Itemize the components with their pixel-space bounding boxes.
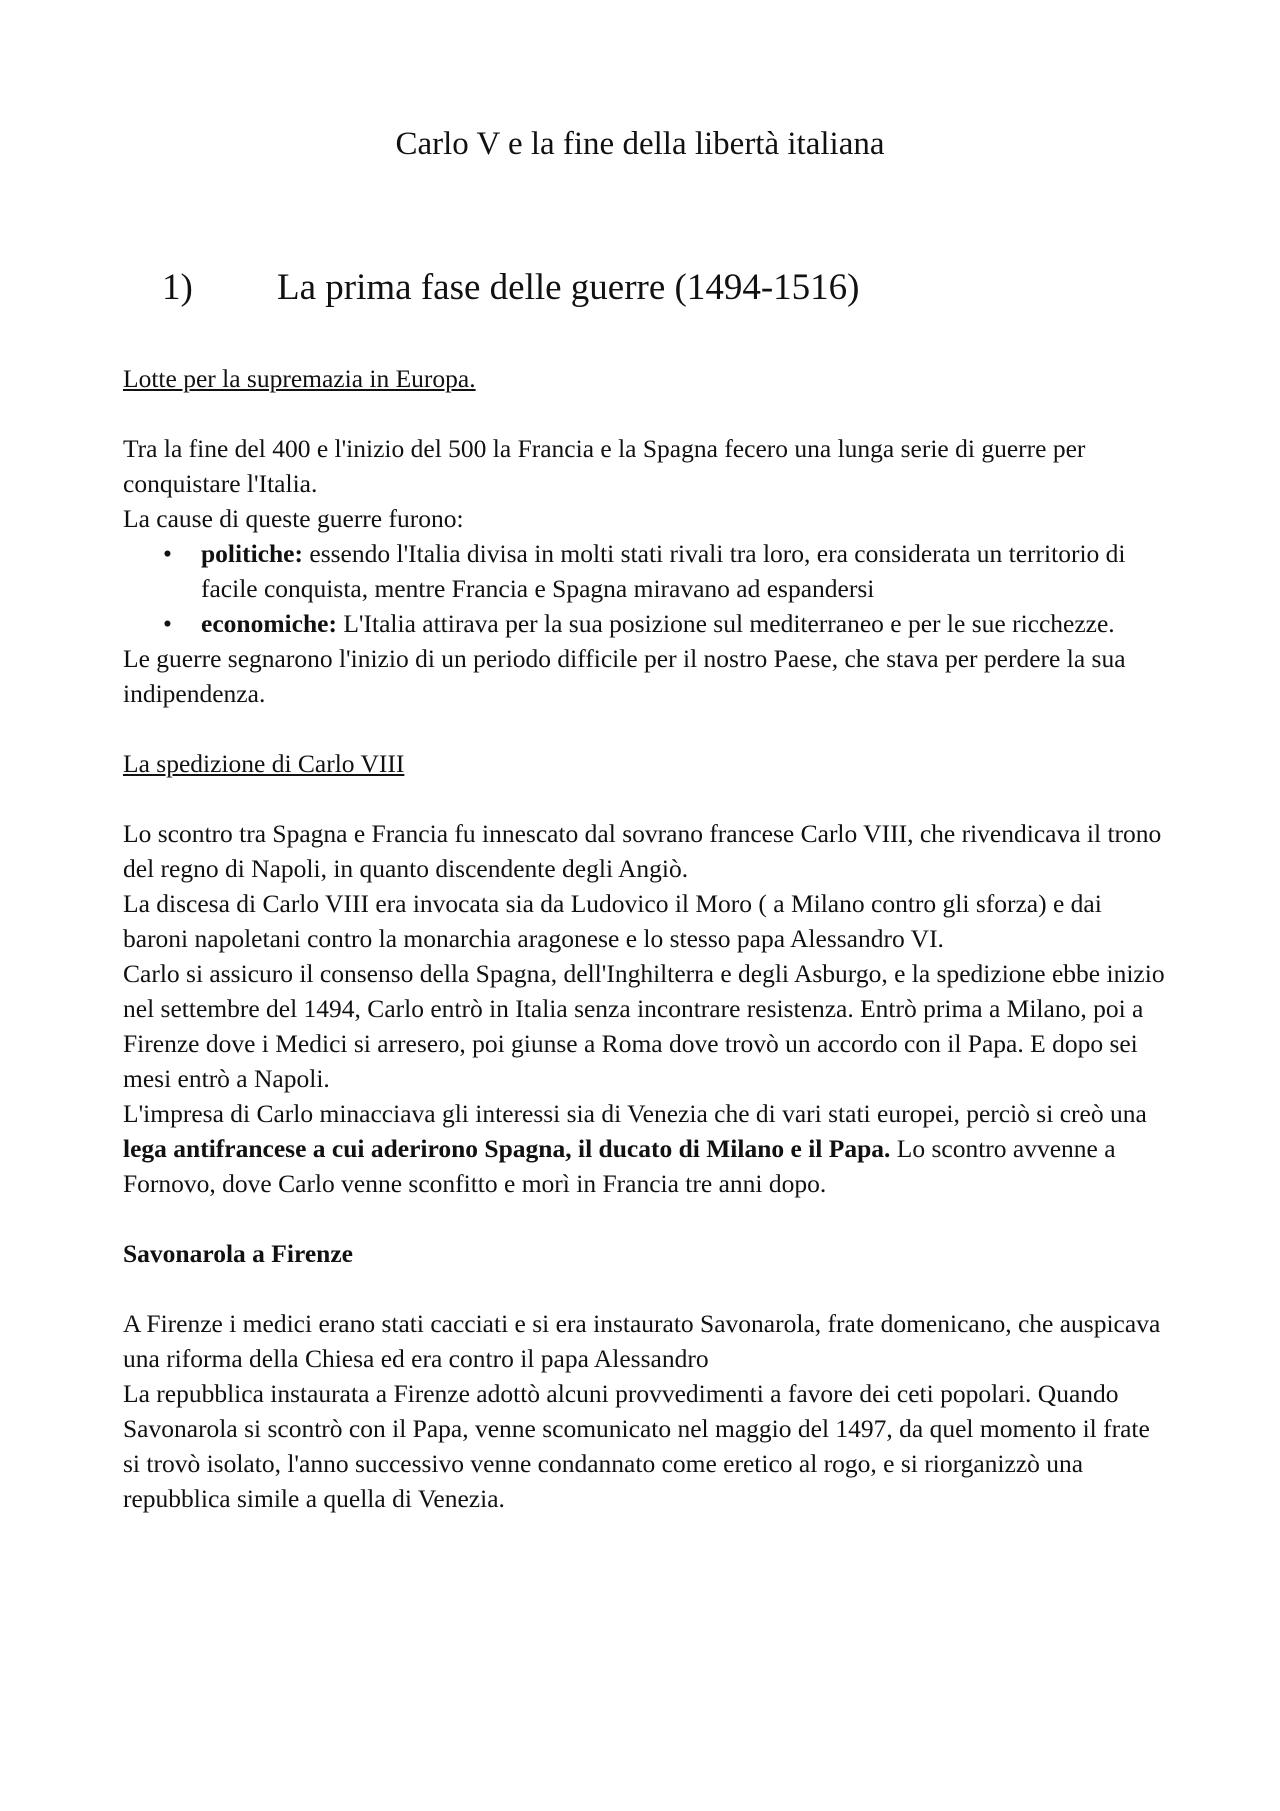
list-item-label: economiche: [201, 609, 337, 638]
document-title: Carlo V e la fine della libertà italiana [395, 126, 885, 162]
list-item-label: politiche: [201, 539, 303, 568]
bullet-icon: • [163, 609, 172, 638]
paragraph-savonarola-1: A Firenze i medici erano stati cacciati e si era instaurato Savonarola, frate domenicano, che auspicava una riforma della Chiesa ed era contro il papa Alessandro [123, 1309, 1161, 1373]
subsection-heading-savonarola [123, 1236, 1173, 1271]
paragraph-carlo-4-end: Lo scontro avvenne a Fornovo, dove Carlo venne sconfitto e morì in Francia tre anni dopo. [123, 1134, 1116, 1198]
paragraph-carlo-3: Carlo si assicuro il consenso della Spagna, dell'Inghilterra e degli Asburgo, e la spedizione ebbe inizio nel settembre del 1494, Carlo entrò in Italia senza incontrare resistenza. Entrò prima a Milano, poi a Firenze dove i Medici si arresero, poi giunse a Roma dove trovò un accordo con il Papa. E dopo sei mesi entrò a Napoli. [123, 959, 1165, 1093]
causes-list [123, 536, 1173, 641]
paragraph-intro: Tra la fine del 400 e l'inizio del 500 la Francia e la Spagna fecero una lunga serie di guerre per conquistare l'Italia. [123, 434, 1086, 498]
paragraph-savonarola-2: La repubblica instaurata a Firenze adottò alcuni provvedimenti a favore dei ceti popolari. Quando Savonarola si scontrò con il Papa, venne scomunicato nel maggio del 1497, da quel momento il frate si trovò isolato, l'anno successivo venne condannato come eretico al rogo, e si riorganizzò una repubblica simile a quella di Venezia. [123, 1379, 1150, 1513]
paragraph-carlo-4-start: L'impresa di Carlo minacciava gli interessi sia di Venezia che di vari stati europei, perciò si creò una [123, 1099, 1147, 1128]
paragraph-carlo-4 [123, 1096, 1173, 1201]
section-title: La prima fase delle guerre (1494-1516) [277, 267, 860, 308]
list-item-text: L'Italia attirava per la sua posizione sul mediterraneo e per le sue ricchezze. [336, 609, 1115, 638]
paragraph-carlo-2: La discesa di Carlo VIII era invocata sia da Ludovico il Moro ( a Milano contro gli sforza) e dai baroni napoletani contro la monarchia aragonese e lo stesso papa Alessandro VI. [123, 889, 1102, 953]
list-item [163, 536, 1173, 606]
subsection-heading-lotte: Lotte per la supremazia in Europa. [123, 364, 476, 393]
section-heading [162, 266, 860, 310]
paragraph-carlo-4-bold: lega antifrancese a cui aderirono Spagna, il ducato di Milano e il Papa. [123, 1134, 891, 1163]
section-number: 1) [162, 267, 193, 308]
bullet-icon: • [163, 539, 172, 568]
list-item-text: essendo l'Italia divisa in molti stati rivali tra loro, era considerata un territorio di facile conquista, mentre Francia e Spagna miravano ad espandersi [201, 539, 1126, 603]
document-body [123, 361, 1173, 1516]
list-item [163, 606, 1173, 641]
subsection-heading-savonarola-text: Savonarola a Firenze [123, 1239, 353, 1268]
subsection-heading-carlo: La spedizione di Carlo VIII [123, 749, 405, 778]
paragraph-carlo-1: Lo scontro tra Spagna e Francia fu innescato dal sovrano francese Carlo VIII, che rivendicava il trono del regno di Napoli, in quanto discendente degli Angiò. [123, 819, 1162, 883]
paragraph-conclusion: Le guerre segnarono l'inizio di un periodo difficile per il nostro Paese, che stava per perdere la sua indipendenza. [123, 644, 1126, 708]
paragraph-causes-lead: La cause di queste guerre furono: [123, 504, 464, 533]
